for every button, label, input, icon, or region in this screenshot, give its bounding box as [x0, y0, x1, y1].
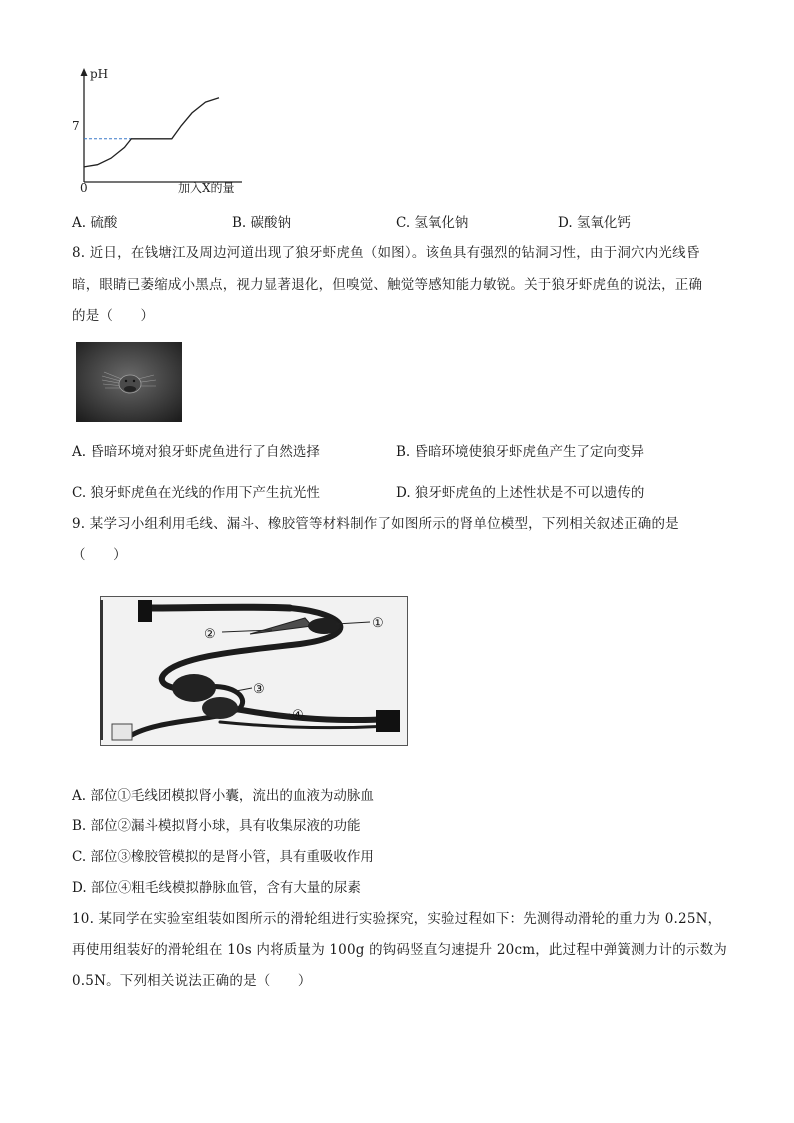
goby-fish-photo — [76, 342, 182, 422]
q8-option-d[interactable]: D. 狼牙虾虎鱼的上述性状是不可以遗传的 — [396, 485, 645, 501]
y-tick-label-7: 7 — [72, 119, 80, 133]
q8-stem-line-3: 的是（ ） — [72, 308, 155, 324]
q10-stem-line-1: 10. 某同学在实验室组装如图所示的滑轮组进行实验探究，实验过程如下：先测得动滑轮的重力为 0.25N， — [72, 911, 722, 927]
q10-stem-line-2: 再使用组装好的滑轮组在 10s 内将质量为 100g 的钩码竖直匀速提升 20cm，此过程中弹簧测力计的示数为 — [72, 942, 728, 958]
ph-curve — [84, 98, 219, 167]
ph-chart — [60, 62, 260, 202]
q9-stem-line-1: 9. 某学习小组利用毛线、漏斗、橡胶管等材料制作了如图所示的肾单位模型，下列相关叙述正确的是 — [72, 516, 679, 532]
q7-option-a[interactable]: A. 硫酸 — [72, 215, 118, 231]
origin-label: 0 — [80, 181, 88, 195]
q9-option-b[interactable]: B. 部位②漏斗模拟肾小球，具有收集尿液的功能 — [72, 818, 361, 834]
q7-option-b[interactable]: B. 碳酸钠 — [232, 215, 292, 231]
nephron-model-photo — [100, 596, 408, 746]
q9-option-c[interactable]: C. 部位③橡胶管模拟的是肾小管，具有重吸收作用 — [72, 849, 374, 865]
q7-option-c[interactable]: C. 氢氧化钠 — [396, 215, 469, 231]
x-axis-label: 加入X的量 — [178, 181, 235, 195]
nephron-label-1: ① — [372, 616, 384, 631]
q8-stem-line-2: 暗，眼睛已萎缩成小黑点，视力显著退化，但嗅觉、触觉等感知能力敏锐。关于狼牙虾虎鱼的说法，正确 — [72, 277, 703, 293]
q9-option-d[interactable]: D. 部位④粗毛线模拟静脉血管，含有大量的尿素 — [72, 880, 361, 896]
q8-option-a[interactable]: A. 昏暗环境对狼牙虾虎鱼进行了自然选择 — [72, 444, 320, 460]
q8-stem-line-1: 8. 近日，在钱塘江及周边河道出现了狼牙虾虎鱼（如图）。该鱼具有强烈的钻洞习性，由于洞穴内光线昏 — [72, 245, 700, 261]
y-axis-arrow — [81, 68, 88, 76]
q10-stem-line-3: 0.5N。下列相关说法正确的是（ ） — [72, 973, 312, 989]
q8-option-c[interactable]: C. 狼牙虾虎鱼在光线的作用下产生抗光性 — [72, 485, 320, 501]
nephron-label-4: ④ — [292, 708, 304, 723]
q8-option-b[interactable]: B. 昏暗环境使狼牙虾虎鱼产生了定向变异 — [396, 444, 645, 460]
q9-option-a[interactable]: A. 部位①毛线团模拟肾小囊，流出的血液为动脉血 — [72, 788, 374, 804]
q9-stem-line-2: （ ） — [72, 547, 127, 563]
q7-option-d[interactable]: D. 氢氧化钙 — [558, 215, 631, 231]
nephron-label-3: ③ — [253, 682, 265, 697]
nephron-label-2: ② — [204, 627, 216, 642]
y-axis-label: pH — [90, 67, 109, 81]
